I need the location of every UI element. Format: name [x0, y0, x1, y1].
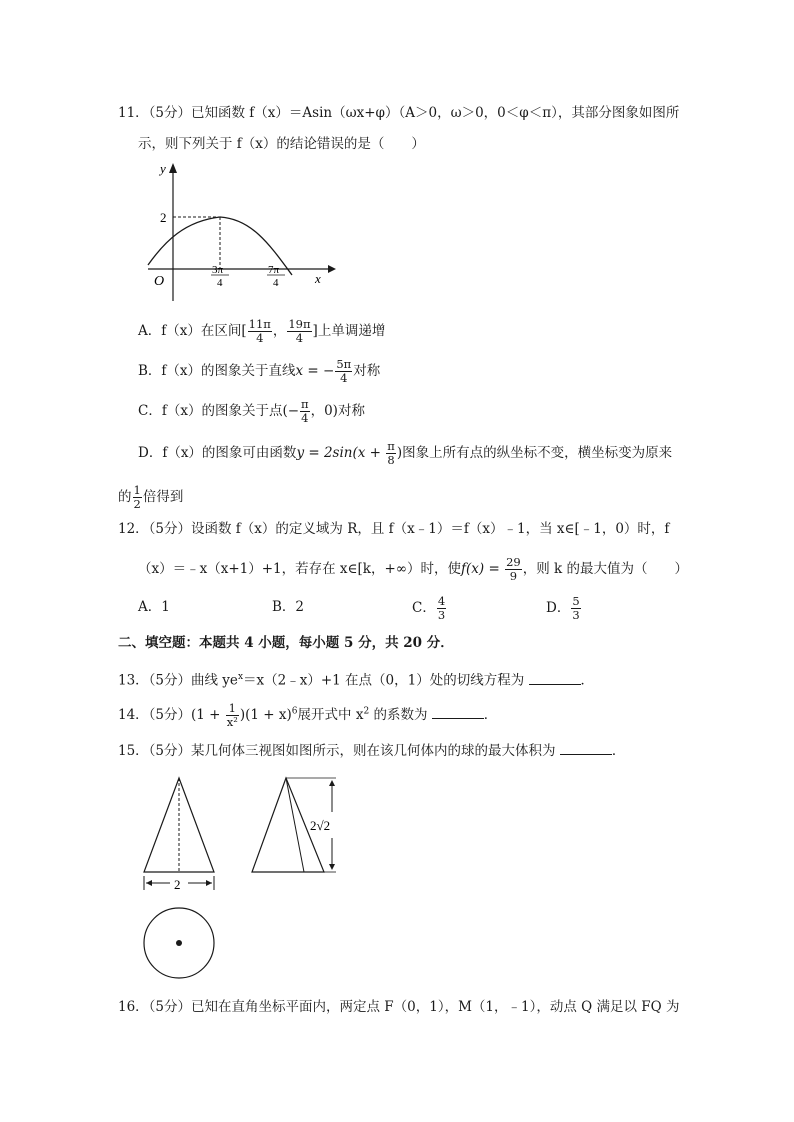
origin-label: O — [154, 274, 165, 289]
tick2-num: 7π — [268, 264, 280, 276]
x-axis-arrow — [328, 265, 336, 273]
q11-option-d-line2: 的 $\frac{1}{2}$ 倍得到 — [118, 483, 184, 511]
front-width-label: 2 — [174, 877, 181, 892]
q13-stem: 13．（5分）曲线 $ye^x=x(2﹣x)+1$ 在点（0，1）处的切线方程为 ． — [118, 672, 594, 689]
q11-option-c: C．f（x）的图象关于点(− $\frac{\pi}{4}$ ，0)对称 — [138, 397, 365, 425]
q11-stem-line2: 示，则下列关于 f（x）的结论错误的是（ ） — [138, 136, 425, 152]
y-axis-arrow — [169, 163, 177, 173]
q11-option-d: D．f（x）的图象可由函数y = 2sin(x + $\frac{\pi}{8}$ )图象上所有点的纵坐标不变，横坐标变为原来 — [138, 439, 673, 467]
q12-stem-line2: （x）＝﹣x（x+1）+1，若存在 x∈[k，+∞）时，使f(x) = $\frac{29}{9}$ ，则 k 的最大值为（ ） — [138, 555, 688, 583]
tick2-den: 4 — [273, 277, 279, 289]
q12-option-b: B．2 — [272, 599, 305, 615]
q12-option-c: C． $\frac{4}{3}$ — [412, 594, 446, 622]
top-view-center — [176, 940, 182, 946]
y-label: y — [160, 161, 166, 176]
q13-answer-blank — [529, 672, 581, 685]
q11-stem-line1: 11．（5分）已知函数 f（x）＝Asin（ωx+φ）（A＞0，ω＞0，0＜φ＜π），其部分图象如图所 — [118, 105, 680, 121]
q16-stem-line1: 16．（5分）已知在直角坐标平面内，两定点 F（0，1），M（1，﹣1），动点 Q 满足以 FQ 为 — [118, 999, 680, 1015]
q11-sine-graph — [140, 155, 340, 305]
tick1-num: 3π — [212, 264, 224, 276]
x-label: x — [315, 271, 321, 286]
q15-three-view-figure — [136, 772, 366, 986]
q15-stem: 15．（5分）某几何体三视图如图所示，则在该几何体内的球的最大体积为 ． — [118, 743, 626, 759]
section-2-heading: 二、填空题：本题共 4 小题，每小题 5 分，共 20 分． — [118, 635, 454, 651]
q15-answer-blank — [560, 742, 612, 755]
q12-stem-line1: 12．（5分）设函数 f（x）的定义域为 R，且 f（x﹣1）＝f（x）﹣1，当 x∈[﹣1，0）时，f — [118, 521, 670, 537]
q12-option-d: D． $\frac{5}{3}$ — [546, 594, 580, 622]
tick1-den: 4 — [217, 277, 223, 289]
side-height-label: 2√2 — [310, 818, 331, 833]
q12-option-a: A．1 — [138, 599, 170, 615]
peak-label: 2 — [160, 210, 167, 225]
q11-option-b: B．f（x）的图象关于直线x = − $\frac{5\pi}{4}$ 对称 — [138, 357, 381, 385]
q14-answer-blank — [432, 706, 484, 719]
q14-stem: 14．（5分）(1 + $\frac{1}{\text{x²}}$ )$(1 + x)^6$展开式中 $x^2$ 的系数为 ． — [118, 701, 498, 729]
q11-option-a: A．f（x）在区间[ $\frac{11\pi}{4}$ ， $\frac{19\pi}{4}$ ]上单调递增 — [138, 317, 386, 345]
